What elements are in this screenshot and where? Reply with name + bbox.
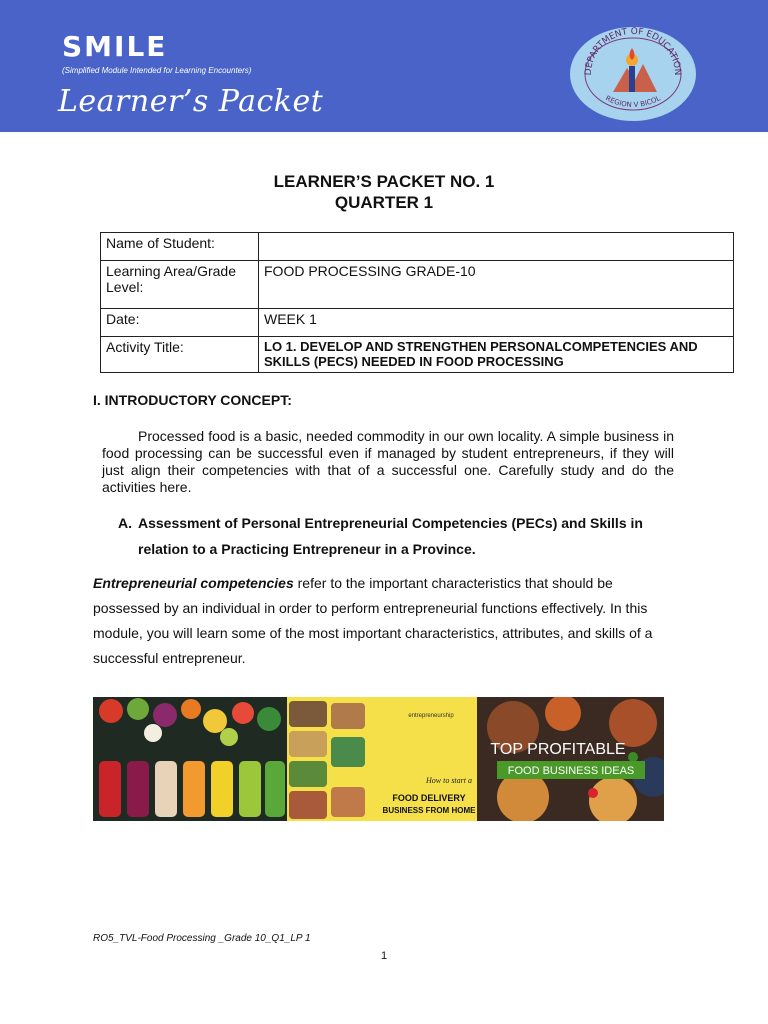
name-label: Name of Student: bbox=[101, 233, 259, 261]
area-label: Learning Area/Grade Level: bbox=[101, 261, 259, 309]
brand-title: SMILE bbox=[62, 30, 168, 63]
middle-line1: How to start a bbox=[425, 776, 473, 785]
activity-value: LO 1. DEVELOP AND STRENGTHEN PERSONALCOMPETENCIES AND SKILLS (PECS) NEEDED IN FOOD PROCESSING bbox=[259, 337, 734, 373]
table-row bbox=[101, 309, 734, 337]
subheading bbox=[118, 510, 678, 562]
table-row bbox=[101, 337, 734, 373]
subheading-letter: A. bbox=[118, 515, 132, 531]
section-heading: I. INTRODUCTORY CONCEPT: bbox=[93, 392, 292, 408]
food-business-ideas-image bbox=[477, 697, 664, 821]
area-value: FOOD PROCESSING GRADE-10 bbox=[259, 261, 734, 309]
name-value-field[interactable] bbox=[259, 233, 734, 261]
packet-label: Learner’s Packet bbox=[58, 84, 324, 119]
student-info-table bbox=[100, 232, 734, 373]
table-row bbox=[101, 233, 734, 261]
page-number: 1 bbox=[380, 950, 388, 962]
right-badge: FOOD BUSINESS IDEAS bbox=[507, 765, 635, 777]
activity-label: Activity Title: bbox=[101, 337, 259, 373]
body-paragraph bbox=[93, 571, 673, 671]
juice-bottles-image bbox=[93, 697, 287, 821]
subheading-text: Assessment of Personal Entrepreneurial Competencies (PECs) and Skills in relation to a Practicing Entrepreneur in a Province. bbox=[138, 515, 643, 557]
date-label: Date: bbox=[101, 309, 259, 337]
brand-subtitle: (Simplified Module Intended for Learning Encounters) bbox=[62, 66, 252, 75]
deped-seal-logo bbox=[569, 26, 697, 122]
food-delivery-image bbox=[287, 697, 477, 821]
middle-line2: FOOD DELIVERY bbox=[392, 793, 466, 803]
table-row bbox=[101, 261, 734, 309]
body-term: Entrepreneurial competencies bbox=[93, 575, 294, 591]
header-banner bbox=[0, 0, 768, 132]
seal-top-text: DEPARTMENT OF EDUCATION bbox=[583, 26, 683, 76]
intro-text: Processed food is a basic, needed commodity in our own locality. A simple business in food processing can be successful even if managed by student entrepreneurs, if they will just align their competencies with that of a successful one. Carefully study and do the activities here. bbox=[102, 428, 674, 495]
date-value: WEEK 1 bbox=[259, 309, 734, 337]
footer-code: RO5_TVL-Food Processing _Grade 10_Q1_LP 1 bbox=[93, 933, 311, 944]
seal-bottom-text: REGION V BICOL bbox=[604, 94, 662, 110]
middle-line3: BUSINESS FROM HOME bbox=[382, 806, 476, 815]
packet-number-heading: LEARNER’S PACKET NO. 1 bbox=[273, 172, 495, 191]
food-business-images bbox=[93, 697, 664, 821]
middle-brand-text: entrepreneurship bbox=[408, 713, 454, 719]
body-text: refer to the important characteristics that should be possessed by an individual in order to perform entrepreneurial functions effectively. In this module, you will learn some of the most important characteristics, attributes, and skills of a successful entrepreneur. bbox=[93, 575, 653, 666]
intro-paragraph bbox=[102, 428, 674, 496]
right-title: TOP PROFITABLE bbox=[490, 741, 626, 758]
quarter-heading: QUARTER 1 bbox=[334, 193, 434, 212]
